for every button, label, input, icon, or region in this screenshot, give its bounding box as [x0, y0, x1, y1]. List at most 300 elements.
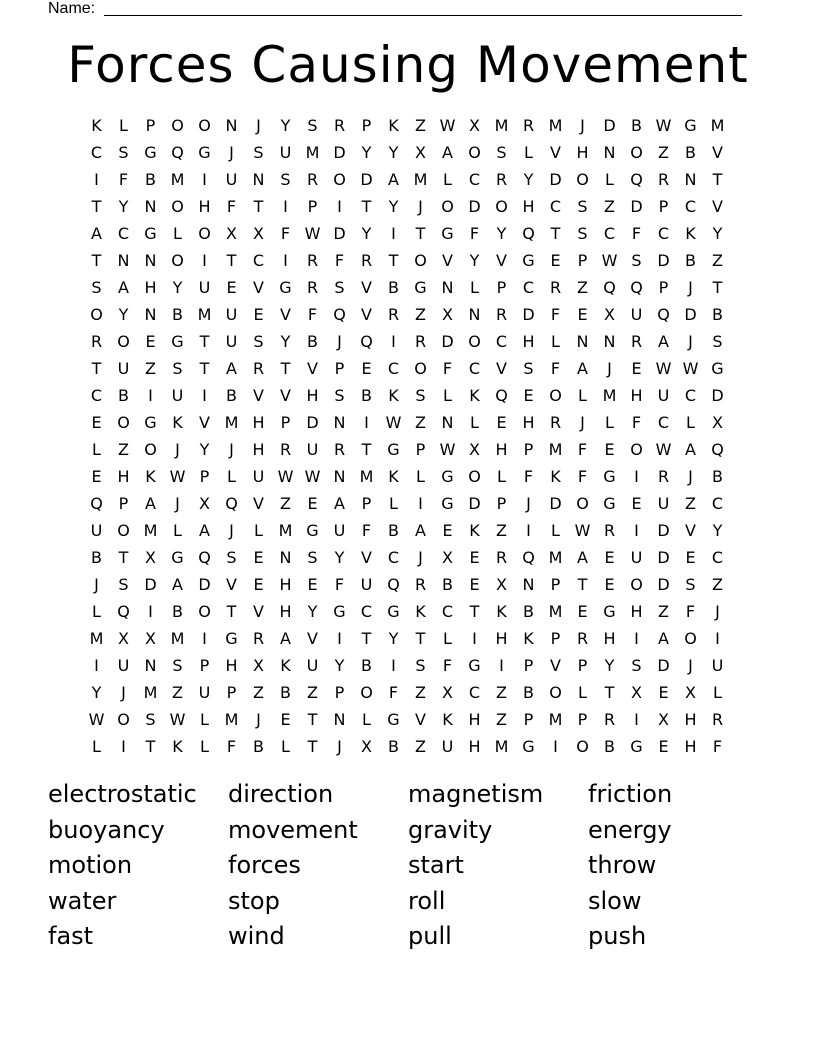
word-bank-item: throw	[588, 851, 657, 879]
grid-letter: F	[469, 224, 480, 243]
grid-letter: T	[280, 359, 291, 378]
grid-letter: L	[551, 521, 560, 540]
grid-letter: I	[337, 629, 342, 648]
word-bank-item: wind	[228, 922, 285, 950]
grid-letter: I	[499, 656, 504, 675]
grid-letter: H	[684, 737, 697, 756]
grid-letter: E	[226, 278, 237, 297]
grid-letter: L	[200, 710, 209, 729]
grid-letter: T	[226, 251, 237, 270]
grid-letter: Y	[361, 143, 372, 162]
grid-letter: L	[362, 710, 371, 729]
grid-letter: J	[337, 737, 342, 756]
grid-letter: T	[253, 197, 264, 216]
grid-letter: B	[91, 548, 102, 567]
grid-letter: Z	[604, 197, 615, 216]
grid-letter: Z	[118, 440, 129, 459]
grid-letter: C	[387, 548, 400, 567]
grid-letter: Y	[280, 332, 291, 351]
grid-letter: N	[333, 413, 346, 432]
grid-letter: O	[90, 305, 103, 324]
grid-letter: M	[494, 737, 509, 756]
grid-letter: A	[334, 494, 345, 513]
grid-letter: Z	[496, 683, 507, 702]
grid-letter: X	[685, 683, 696, 702]
grid-letter: K	[496, 602, 507, 621]
grid-letter: R	[495, 170, 508, 189]
grid-letter: C	[603, 224, 616, 243]
grid-letter: S	[577, 224, 588, 243]
grid-letter: G	[711, 359, 724, 378]
grid-letter: E	[280, 710, 291, 729]
grid-letter: I	[634, 629, 639, 648]
word-bank-item: forces	[228, 851, 301, 879]
grid-letter: L	[551, 332, 560, 351]
grid-letter: J	[121, 683, 126, 702]
grid-letter: L	[443, 629, 452, 648]
grid-letter: O	[171, 251, 184, 270]
grid-letter: G	[603, 494, 616, 513]
grid-letter: L	[686, 413, 695, 432]
grid-letter: U	[225, 305, 238, 324]
word-bank-item: buoyancy	[48, 815, 165, 844]
grid-letter: L	[92, 737, 101, 756]
grid-letter: G	[198, 143, 211, 162]
grid-letter: M	[548, 440, 563, 459]
grid-letter: L	[497, 467, 506, 486]
grid-letter: C	[684, 197, 697, 216]
grid-letter: D	[198, 575, 211, 594]
grid-letter: C	[468, 170, 481, 189]
grid-letter: O	[171, 116, 184, 135]
grid-letter: W	[385, 413, 402, 432]
grid-letter: L	[578, 386, 587, 405]
grid-letter: U	[657, 494, 670, 513]
grid-letter: B	[685, 143, 696, 162]
grid-letter: Q	[522, 548, 535, 567]
grid-letter: O	[576, 737, 589, 756]
grid-letter: D	[333, 224, 346, 243]
grid-letter: Q	[711, 440, 724, 459]
grid-letter: F	[523, 467, 534, 486]
grid-letter: A	[199, 521, 210, 540]
grid-letter: V	[253, 278, 264, 297]
grid-letter: S	[415, 656, 426, 675]
grid-letter: D	[549, 170, 562, 189]
grid-letter: A	[145, 494, 156, 513]
grid-letter: A	[91, 224, 102, 243]
grid-letter: I	[94, 170, 99, 189]
grid-letter: Q	[171, 143, 184, 162]
grid-letter: H	[252, 440, 265, 459]
grid-letter: Y	[280, 116, 291, 135]
grid-letter: Y	[199, 440, 210, 459]
word-bank-item: stop	[228, 886, 280, 915]
grid-letter: X	[145, 629, 156, 648]
grid-letter: S	[577, 197, 588, 216]
grid-letter: V	[361, 548, 372, 567]
grid-letter: C	[495, 332, 508, 351]
grid-letter: P	[226, 683, 237, 702]
grid-letter: O	[630, 440, 643, 459]
grid-letter: L	[443, 170, 452, 189]
grid-letter: N	[603, 332, 616, 351]
grid-letter: B	[442, 575, 453, 594]
grid-letter: R	[387, 305, 400, 324]
grid-letter: R	[630, 332, 643, 351]
grid-letter: Y	[496, 224, 507, 243]
grid-letter: I	[634, 521, 639, 540]
grid-letter: A	[658, 629, 669, 648]
grid-letter: I	[283, 197, 288, 216]
grid-letter: V	[199, 413, 210, 432]
grid-letter: O	[468, 332, 481, 351]
grid-letter: P	[658, 197, 669, 216]
grid-letter: O	[684, 629, 697, 648]
grid-letter: I	[148, 602, 153, 621]
grid-letter: T	[91, 251, 102, 270]
grid-letter: J	[256, 116, 261, 135]
grid-letter: H	[630, 602, 643, 621]
grid-letter: E	[577, 602, 588, 621]
grid-letter: G	[468, 656, 481, 675]
grid-letter: F	[550, 359, 561, 378]
grid-letter: F	[631, 224, 642, 243]
grid-letter: M	[224, 413, 239, 432]
grid-letter: E	[496, 413, 507, 432]
grid-letter: N	[441, 278, 454, 297]
grid-letter: Q	[657, 305, 670, 324]
grid-letter: I	[553, 737, 558, 756]
grid-letter: V	[415, 710, 426, 729]
grid-letter: S	[253, 332, 264, 351]
grid-letter: I	[418, 494, 423, 513]
grid-letter: Z	[685, 494, 696, 513]
grid-letter: O	[414, 359, 427, 378]
grid-letter: G	[279, 278, 292, 297]
grid-letter: L	[578, 683, 587, 702]
name-line	[104, 15, 742, 16]
grid-letter: Z	[253, 683, 264, 702]
grid-letter: I	[526, 521, 531, 540]
grid-letter: O	[117, 332, 130, 351]
grid-letter: O	[630, 143, 643, 162]
grid-letter: A	[388, 170, 399, 189]
grid-letter: L	[119, 116, 128, 135]
word-bank-item: pull	[408, 922, 452, 950]
grid-letter: O	[333, 170, 346, 189]
grid-letter: J	[94, 575, 99, 594]
grid-letter: J	[175, 494, 180, 513]
grid-letter: K	[172, 737, 183, 756]
grid-letter: T	[550, 224, 561, 243]
grid-letter: M	[359, 467, 374, 486]
grid-letter: Q	[360, 332, 373, 351]
grid-letter: R	[522, 116, 535, 135]
grid-letter: M	[170, 170, 185, 189]
grid-letter: W	[682, 359, 699, 378]
grid-letter: J	[607, 359, 612, 378]
grid-letter: G	[171, 548, 184, 567]
grid-letter: A	[442, 143, 453, 162]
word-bank	[48, 777, 768, 955]
grid-letter: R	[306, 170, 319, 189]
grid-letter: X	[145, 548, 156, 567]
grid-letter: J	[580, 413, 585, 432]
grid-letter: R	[576, 629, 589, 648]
grid-letter: Q	[630, 170, 643, 189]
grid-letter: V	[442, 251, 453, 270]
grid-letter: A	[577, 548, 588, 567]
grid-letter: F	[550, 305, 561, 324]
grid-letter: A	[118, 278, 129, 297]
grid-letter: H	[468, 737, 481, 756]
grid-letter: P	[496, 494, 507, 513]
grid-letter: C	[360, 602, 373, 621]
grid-letter: J	[337, 332, 342, 351]
grid-letter: O	[468, 143, 481, 162]
grid-letter: T	[577, 575, 588, 594]
grid-letter: M	[494, 116, 509, 135]
grid-letter: E	[604, 575, 615, 594]
grid-letter: N	[279, 548, 292, 567]
grid-letter: O	[468, 467, 481, 486]
grid-letter: N	[576, 332, 589, 351]
grid-letter: U	[657, 386, 670, 405]
grid-letter: X	[631, 683, 642, 702]
grid-letter: C	[90, 386, 103, 405]
grid-letter: K	[469, 521, 480, 540]
grid-letter: C	[117, 224, 130, 243]
grid-letter: Y	[604, 656, 615, 675]
grid-letter: J	[418, 197, 423, 216]
grid-letter: Y	[118, 197, 129, 216]
grid-letter: I	[202, 170, 207, 189]
grid-letter: Z	[415, 683, 426, 702]
grid-letter: M	[197, 305, 212, 324]
grid-letter: U	[306, 656, 319, 675]
grid-letter: Y	[388, 143, 399, 162]
grid-letter: Z	[712, 575, 723, 594]
grid-letter: H	[522, 332, 535, 351]
grid-letter: C	[522, 278, 535, 297]
grid-letter: M	[278, 521, 293, 540]
grid-letter: R	[549, 278, 562, 297]
grid-letter: B	[145, 170, 156, 189]
grid-letter: J	[229, 440, 234, 459]
grid-letter: L	[443, 386, 452, 405]
grid-letter: R	[90, 332, 103, 351]
grid-letter: H	[522, 197, 535, 216]
grid-letter: K	[415, 602, 426, 621]
grid-letter: Q	[90, 494, 103, 513]
grid-letter: E	[442, 521, 453, 540]
grid-letter: P	[550, 629, 561, 648]
word-bank-item: fast	[48, 922, 94, 950]
grid-letter: Y	[523, 170, 534, 189]
grid-letter: T	[361, 629, 372, 648]
grid-letter: F	[334, 251, 345, 270]
grid-letter: P	[334, 683, 345, 702]
grid-letter: T	[712, 170, 723, 189]
grid-letter: M	[143, 683, 158, 702]
grid-letter: C	[252, 251, 265, 270]
grid-letter: Y	[388, 629, 399, 648]
grid-letter: H	[117, 467, 130, 486]
grid-letter: H	[279, 575, 292, 594]
grid-letter: Y	[307, 602, 318, 621]
grid-letter: E	[550, 251, 561, 270]
grid-letter: X	[496, 575, 507, 594]
grid-letter: V	[226, 575, 237, 594]
grid-letter: P	[307, 197, 318, 216]
grid-letter: L	[389, 494, 398, 513]
grid-letter: J	[526, 494, 531, 513]
grid-letter: W	[655, 359, 672, 378]
grid-letter: Q	[225, 494, 238, 513]
grid-letter: N	[333, 710, 346, 729]
grid-letter: E	[604, 548, 615, 567]
grid-letter: Q	[603, 278, 616, 297]
grid-letter: S	[334, 278, 345, 297]
grid-letter: W	[655, 440, 672, 459]
grid-letter: X	[712, 413, 723, 432]
grid-letter: V	[253, 386, 264, 405]
grid-letter: R	[279, 440, 292, 459]
grid-letter: V	[712, 197, 723, 216]
grid-letter: B	[280, 683, 291, 702]
grid-letter: U	[171, 386, 184, 405]
grid-letter: J	[688, 467, 693, 486]
grid-letter: G	[522, 251, 535, 270]
grid-letter: D	[684, 305, 697, 324]
grid-letter: P	[658, 278, 669, 297]
grid-letter: X	[199, 494, 210, 513]
grid-letter: L	[605, 170, 614, 189]
word-bank-item: magnetism	[408, 780, 544, 808]
grid-letter: D	[657, 575, 670, 594]
grid-letter: X	[253, 656, 264, 675]
grid-letter: Q	[198, 548, 211, 567]
grid-letter: B	[307, 332, 318, 351]
grid-letter: L	[524, 143, 533, 162]
grid-letter: Y	[172, 278, 183, 297]
grid-letter: P	[523, 656, 534, 675]
grid-letter: P	[523, 710, 534, 729]
grid-letter: J	[418, 548, 423, 567]
grid-letter: J	[229, 143, 234, 162]
grid-letter: C	[657, 224, 670, 243]
grid-letter: I	[202, 251, 207, 270]
grid-letter: P	[280, 413, 291, 432]
grid-letter: K	[388, 467, 399, 486]
grid-letter: Z	[496, 521, 507, 540]
grid-letter: R	[414, 575, 427, 594]
grid-letter: S	[172, 656, 183, 675]
grid-letter: A	[280, 629, 291, 648]
grid-letter: T	[307, 710, 318, 729]
grid-letter: T	[199, 332, 210, 351]
grid-letter: V	[253, 602, 264, 621]
grid-letter: F	[226, 197, 237, 216]
grid-letter: Q	[495, 386, 508, 405]
grid-letter: R	[495, 548, 508, 567]
word-bank-item: electrostatic	[48, 780, 197, 808]
grid-letter: B	[361, 386, 372, 405]
grid-letter: R	[603, 710, 616, 729]
grid-letter: Y	[91, 683, 102, 702]
grid-letter: P	[361, 116, 372, 135]
word-bank-item: direction	[228, 780, 334, 808]
grid-letter: P	[145, 116, 156, 135]
grid-letter: O	[549, 683, 562, 702]
grid-letter: S	[523, 359, 534, 378]
grid-letter: H	[144, 278, 157, 297]
grid-letter: A	[172, 575, 183, 594]
grid-letter: F	[577, 440, 588, 459]
grid-letter: L	[281, 737, 290, 756]
grid-letter: T	[361, 440, 372, 459]
grid-letter: S	[91, 278, 102, 297]
grid-letter: P	[199, 656, 210, 675]
grid-letter: M	[710, 116, 725, 135]
word-bank-item: push	[588, 922, 647, 950]
grid-letter: N	[333, 467, 346, 486]
grid-letter: U	[117, 656, 130, 675]
grid-letter: G	[171, 332, 184, 351]
grid-letter: G	[387, 710, 400, 729]
word-bank-item: roll	[408, 886, 446, 915]
grid-letter: G	[144, 413, 157, 432]
word-bank-item: slow	[588, 886, 642, 915]
grid-letter: S	[307, 548, 318, 567]
grid-letter: G	[144, 224, 157, 243]
grid-letter: Y	[712, 224, 723, 243]
grid-letter: R	[360, 251, 373, 270]
grid-letter: I	[472, 629, 477, 648]
grid-letter: E	[523, 386, 534, 405]
grid-letter: K	[523, 629, 534, 648]
grid-letter: O	[117, 710, 130, 729]
grid-letter: J	[175, 440, 180, 459]
grid-letter: T	[415, 224, 426, 243]
grid-letter: T	[226, 602, 237, 621]
grid-letter: M	[305, 143, 320, 162]
grid-letter: U	[225, 170, 238, 189]
grid-letter: E	[253, 548, 264, 567]
grid-letter: P	[577, 710, 588, 729]
grid-letter: B	[172, 602, 183, 621]
grid-letter: F	[631, 413, 642, 432]
grid-letter: K	[388, 116, 399, 135]
grid-letter: U	[630, 548, 643, 567]
grid-letter: V	[496, 251, 507, 270]
grid-letter: A	[577, 359, 588, 378]
grid-letter: G	[684, 116, 697, 135]
grid-letter: H	[279, 602, 292, 621]
grid-letter: V	[307, 629, 318, 648]
grid-letter: G	[603, 602, 616, 621]
grid-letter: U	[90, 521, 103, 540]
grid-letter: L	[470, 413, 479, 432]
grid-letter: F	[280, 224, 291, 243]
grid-letter: C	[711, 548, 724, 567]
grid-letter: O	[117, 521, 130, 540]
grid-letter: D	[630, 197, 643, 216]
grid-letter: M	[224, 710, 239, 729]
grid-letter: R	[252, 359, 265, 378]
grid-letter: N	[684, 170, 697, 189]
